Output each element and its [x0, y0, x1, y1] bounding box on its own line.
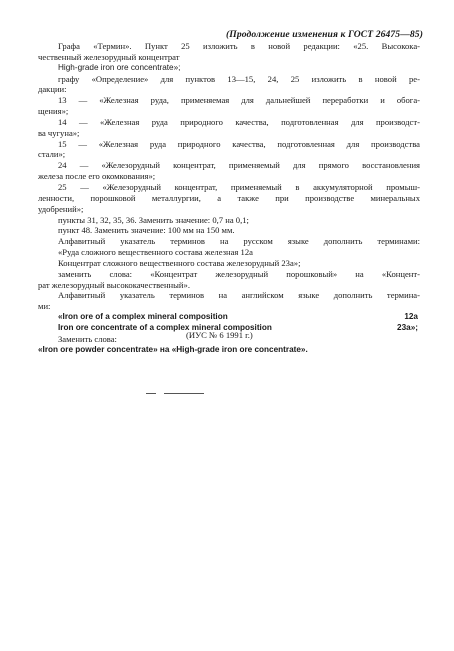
term-code: 23a»; — [397, 322, 418, 332]
term-row — [38, 312, 420, 323]
text-line: Графа «Термин». Пункт 25 изложить в новой редакции: «25. Высокока- — [58, 41, 420, 51]
term-text: Iron ore concentrate of a complex mineral composition — [58, 322, 272, 332]
text-line: 14 — «Железная руда природного качества, подготовленная для производст- — [58, 116, 420, 127]
text-line: пункты 31, 32, 35, 36. Заменить значение: 0,7 на 0,1; — [58, 214, 249, 225]
text-line: «Руда сложного вещественного состава железная 12а — [58, 247, 253, 258]
term-text: «Iron ore of a complex mineral composition — [58, 312, 228, 322]
text-line: чественный железорудный концентрат — [38, 51, 180, 62]
scan-mark — [164, 393, 204, 394]
text-line: пункт 48. Заменить значение: 100 мм на 150 мм. — [58, 225, 235, 236]
text-line: заменить слова: «Концентрат железорудный порошковый» на «Концент- — [58, 268, 420, 279]
document-header: (Продолжение изменения к ГОСТ 26475—85) — [226, 29, 423, 40]
footer-reference: (ИУС № 6 1991 г.) — [186, 330, 253, 340]
text-line: удобрений»; — [38, 203, 84, 214]
text-line: дакции: — [38, 84, 67, 95]
text-line: ленности, порошковой металлургии, а также при производстве минеральных — [38, 192, 420, 203]
text-line: 24 — «Железорудный концентрат, применяемый для прямого восстановления — [58, 160, 420, 171]
text-line: High-grade iron ore concentrate»; — [58, 62, 181, 72]
text-line: стали»; — [38, 149, 66, 160]
document-body — [38, 41, 420, 355]
term-code: 12a — [404, 312, 418, 322]
scan-mark — [146, 393, 156, 394]
text-line: графу «Определение» для пунктов 13—15, 24, 25 изложить в новой ре- — [58, 73, 420, 84]
text-line: рат железорудный высококачественный». — [38, 279, 190, 290]
text-line: «Iron ore powder concentrate» на «High-grade iron ore concentrate». — [38, 344, 308, 354]
text-line: ва чугуна»; — [38, 127, 80, 138]
text-line: 25 — «Железорудный концентрат, применяемый в аккумуляторной промыш- — [58, 181, 420, 192]
text-line: Алфавитный указатель терминов на русском языке дополнить терминами: — [58, 236, 420, 247]
text-line: Концентрат сложного вещественного состава железорудный 23а»; — [58, 257, 301, 268]
text-line: железа после его окомкования»; — [38, 171, 156, 182]
text-line: 13 — «Железная руда, применяемая для дальнейшей переработки и обога- — [58, 95, 420, 106]
text-line: 15 — «Железная руда природного качества, подготовленная для производства — [58, 138, 420, 149]
text-line: ми: — [38, 301, 51, 312]
text-line: щения»; — [38, 106, 69, 117]
text-line: Алфавитный указатель терминов на английском языке дополнить термина- — [58, 290, 420, 301]
text-line: Заменить слова: — [58, 333, 117, 344]
